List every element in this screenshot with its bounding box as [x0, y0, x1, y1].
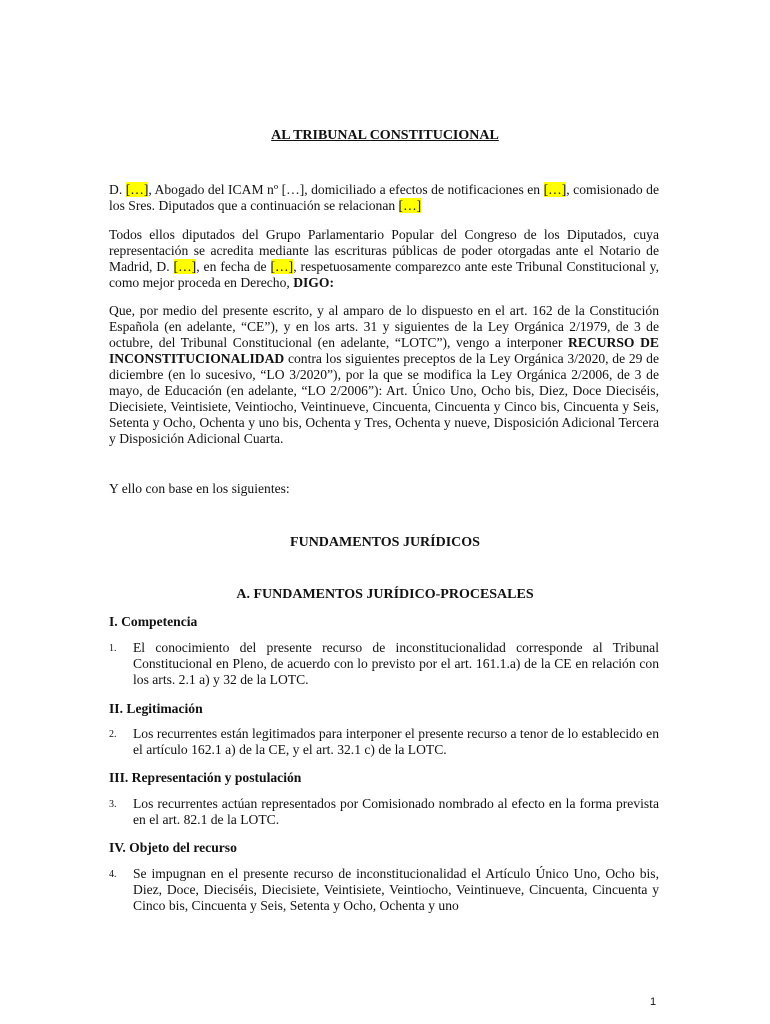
intro-paragraph-3: [109, 303, 659, 447]
placeholder-highlight: […]: [173, 259, 197, 274]
text-run: , respetuosamente comparezco ante este Tribunal Constitucional y, como mejor proceda en Derecho,: [109, 259, 659, 290]
intro-paragraph-4: Y ello con base en los siguientes:: [109, 481, 290, 496]
item-number: 2.: [109, 729, 117, 740]
placeholder-highlight: […]: [270, 259, 294, 274]
item-number: 3.: [109, 799, 117, 810]
placeholder-highlight: […]: [125, 182, 149, 197]
item-text: Los recurrentes están legitimados para interponer el presente recurso a tenor de lo establecido en el artículo 162.1 a) de la CE, y el art. 32.1 c) de la LOTC.: [133, 726, 659, 757]
section-a-heading: A. FUNDAMENTOS JURÍDICO-PROCESALES: [236, 587, 534, 602]
section-heading: IV. Objeto del recurso: [109, 840, 237, 855]
fundamentos-heading: FUNDAMENTOS JURÍDICOS: [290, 535, 480, 550]
placeholder-highlight: […]: [543, 182, 567, 197]
numbered-item: [109, 796, 659, 828]
intro-paragraph-1: [109, 182, 659, 214]
bold-text: DIGO:: [293, 275, 334, 290]
text-run: , comisionado de los Sres. Diputados que a continuación se relacionan: [109, 182, 659, 213]
section-heading: I. Competencia: [109, 614, 198, 629]
numbered-item: [109, 866, 659, 914]
numbered-item: [109, 726, 659, 758]
item-text: El conocimiento del presente recurso de inconstitucionalidad corresponde al Tribunal Constitucional en Pleno, de acuerdo con lo previsto por el art. 161.1.a) de la CE en relación con los arts. 2.1 a) y 32 de la LOTC.: [133, 640, 659, 687]
intro-paragraph-2: [109, 227, 659, 291]
text-run: Todos ellos diputados del Grupo Parlamentario Popular del Congreso de los Diputados, cuya representación se acredita mediante las escrituras públicas de poder otorgadas ante el Notario de Madrid, D.: [109, 227, 659, 274]
item-text: Los recurrentes actúan representados por Comisionado nombrado al efecto en la forma prevista en el art. 82.1 de la LOTC.: [133, 796, 659, 827]
item-text: Se impugnan en el presente recurso de inconstitucionalidad el Artículo Único Uno, Ocho bis, Diez, Doce, Dieciséis, Diecisiete, Veintisiete, Veintiocho, Veintinueve, Cincuenta, Cincuenta y Cinco bis, Cincuenta y Seis, Setenta y Ocho, Ochenta y uno: [133, 866, 659, 913]
text-run: D.: [109, 182, 126, 197]
bold-text: RECURSO DE INCONSTITUCIONALIDAD: [109, 335, 659, 366]
page-number: 1: [650, 996, 657, 1008]
text-run: Que, por medio del presente escrito, y al amparo de lo dispuesto en el art. 162 de la Constitución Española (en adelante, “CE”), y en los arts. 31 y siguientes de la Ley Orgánica 2/1979, de 3 de octubre, del Tribunal Constitucional (en adelante, “LOTC”), vengo a interponer: [109, 303, 659, 350]
numbered-item: [109, 640, 659, 688]
item-number: 4.: [109, 869, 117, 880]
text-run: contra los siguientes preceptos de la Ley Orgánica 3/2020, de 29 de diciembre (en lo sucesivo, “LO 3/2020”), por la que se modifica la Ley Orgánica 2/2006, de 3 de mayo, de Educación (en adelante, “LO 2/2006”): Art. Único Uno, Ocho bis, Diez, Doce Dieciséis, Diecisiete, Veintisiete, Veintiocho, Veintinueve, Cincuenta, Cincuenta y Cinco bis, Cincuenta y Seis, Setenta y Ocho, Ochenta y uno bis, Ochenta y Tres, Ochenta y nueve, Disposición Adicional Tercera y Disposición Adicional Cuarta.: [109, 351, 659, 446]
text-run: , Abogado del ICAM nº […], domiciliado a efectos de notificaciones en: [148, 182, 544, 197]
section-heading: III. Representación y postulación: [109, 770, 302, 785]
section-heading: II. Legitimación: [109, 701, 203, 716]
document-title: AL TRIBUNAL CONSTITUCIONAL: [271, 128, 499, 143]
placeholder-highlight: […]: [398, 198, 422, 213]
item-number: 1.: [109, 643, 117, 654]
text-run: , en fecha de: [196, 259, 271, 274]
